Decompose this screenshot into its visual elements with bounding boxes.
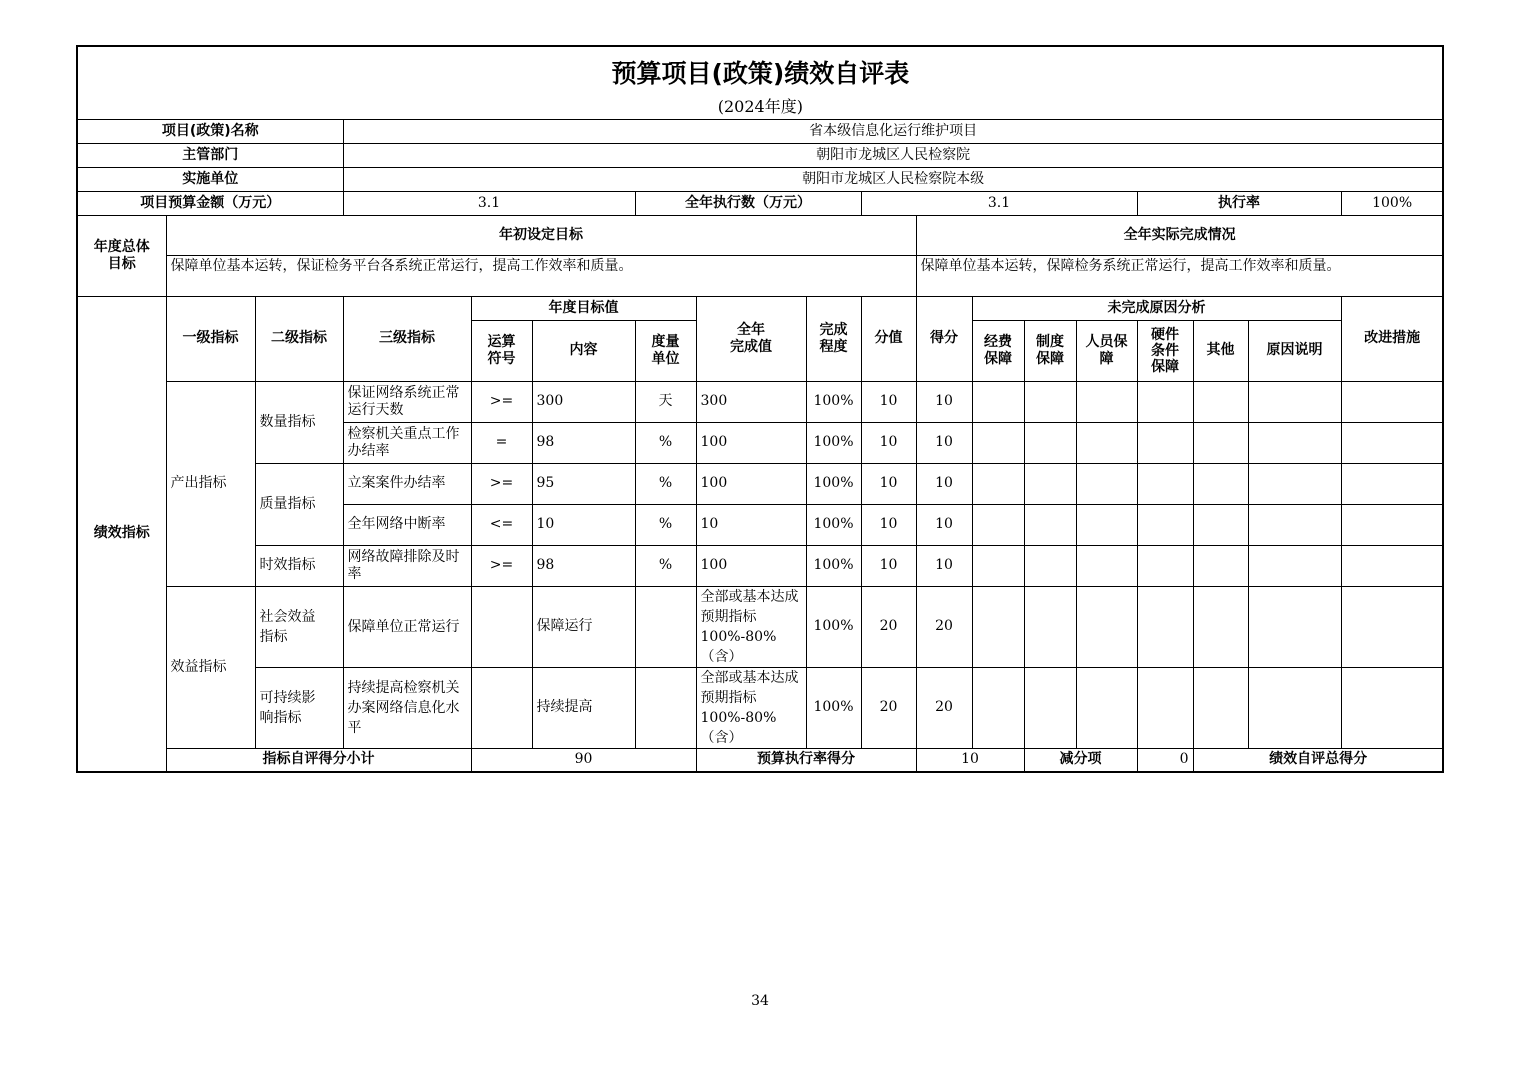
empty-cell — [1193, 504, 1248, 545]
empty-cell — [1137, 463, 1193, 504]
empty-cell — [1193, 545, 1248, 586]
empty-cell — [1076, 422, 1137, 463]
indicator-actual: 10 — [696, 504, 806, 545]
exec-score-value: 10 — [916, 748, 1024, 772]
lvl3-header: 三级指标 — [343, 296, 471, 381]
indicator-actual: 100 — [696, 422, 806, 463]
reason-explain-header: 原因说明 — [1248, 320, 1341, 381]
indicator-content: 300 — [532, 381, 635, 422]
empty-cell — [1024, 586, 1076, 667]
empty-cell — [1193, 667, 1248, 748]
indicator-unit: % — [635, 463, 696, 504]
empty-cell — [1248, 381, 1341, 422]
empty-cell — [1248, 586, 1341, 667]
department: 朝阳市龙城区人民检察院 — [343, 143, 1443, 167]
indicator-content: 98 — [532, 422, 635, 463]
exec-score-label: 预算执行率得分 — [696, 748, 916, 772]
reason-funding-header: 经费 保障 — [972, 320, 1024, 381]
implementing-unit: 朝阳市龙城区人民检察院本级 — [343, 167, 1443, 191]
indicator-actual: 300 — [696, 381, 806, 422]
empty-cell — [1193, 586, 1248, 667]
fiscal-year: (2024年度) — [77, 95, 1443, 119]
lvl2-header: 二级指标 — [255, 296, 343, 381]
indicator-score: 10 — [916, 381, 972, 422]
indicator-content: 持续提高 — [532, 667, 635, 748]
indicator-name: 保证网络系统正常运行天数 — [343, 381, 471, 422]
benefit-group: 效益指标 — [166, 586, 255, 748]
indicator-actual: 100 — [696, 545, 806, 586]
indicator-weight: 10 — [861, 422, 916, 463]
indicator-degree: 100% — [806, 586, 861, 667]
empty-cell — [972, 381, 1024, 422]
indicator-weight: 20 — [861, 667, 916, 748]
indicator-actual: 全部或基本达成预期指标100%-80%（含） — [696, 586, 806, 667]
indicator-unit — [635, 586, 696, 667]
perf-indicator-label: 绩效指标 — [77, 296, 166, 772]
indicator-operator: = — [471, 422, 532, 463]
empty-cell — [972, 504, 1024, 545]
empty-cell — [1248, 463, 1341, 504]
content-header: 内容 — [532, 320, 635, 381]
empty-cell — [1341, 422, 1443, 463]
empty-cell — [1341, 463, 1443, 504]
indicator-actual: 全部或基本达成预期指标100%-80%（含） — [696, 667, 806, 748]
empty-cell — [1076, 586, 1137, 667]
empty-cell — [1137, 545, 1193, 586]
empty-cell — [1248, 545, 1341, 586]
empty-cell — [1024, 545, 1076, 586]
quality-group: 质量指标 — [255, 463, 343, 545]
actual-completion-header: 全年实际完成情况 — [916, 215, 1443, 255]
indicator-score: 10 — [916, 545, 972, 586]
annual-goal-label: 年度总体 目标 — [77, 215, 166, 296]
reason-other-header: 其他 — [1193, 320, 1248, 381]
indicator-weight: 10 — [861, 504, 916, 545]
subtotal-label: 指标自评得分小计 — [166, 748, 471, 772]
empty-cell — [972, 422, 1024, 463]
table-row — [77, 545, 1443, 586]
empty-cell — [1076, 463, 1137, 504]
reasons-group-header: 未完成原因分析 — [972, 296, 1341, 320]
empty-cell — [1137, 422, 1193, 463]
indicator-degree: 100% — [806, 422, 861, 463]
indicator-weight: 20 — [861, 586, 916, 667]
table-row — [77, 667, 1443, 748]
empty-cell — [1137, 667, 1193, 748]
indicator-degree: 100% — [806, 504, 861, 545]
empty-cell — [1193, 463, 1248, 504]
executed-amount: 3.1 — [861, 191, 1137, 215]
empty-cell — [1341, 586, 1443, 667]
output-group: 产出指标 — [166, 381, 255, 586]
total-score-label: 绩效自评总得分 — [1193, 748, 1443, 772]
empty-cell — [1076, 381, 1137, 422]
subtotal-value: 90 — [471, 748, 696, 772]
indicator-operator — [471, 667, 532, 748]
project-name: 省本级信息化运行维护项目 — [343, 119, 1443, 143]
reason-system-header: 制度 保障 — [1024, 320, 1076, 381]
table-title: 预算项目(政策)绩效自评表 — [77, 46, 1443, 95]
unit-label: 实施单位 — [77, 167, 343, 191]
empty-cell — [1137, 504, 1193, 545]
indicator-degree: 100% — [806, 545, 861, 586]
empty-cell — [1024, 463, 1076, 504]
initial-goal-text: 保障单位基本运转，保证检务平台各系统正常运行，提高工作效率和质量。 — [166, 255, 916, 296]
initial-goal-header: 年初设定目标 — [166, 215, 916, 255]
empty-cell — [1076, 545, 1137, 586]
lvl1-header: 一级指标 — [166, 296, 255, 381]
empty-cell — [1024, 667, 1076, 748]
empty-cell — [1024, 381, 1076, 422]
reason-hardware-header: 硬件 条件 保障 — [1137, 320, 1193, 381]
degree-header: 完成 程度 — [806, 296, 861, 381]
indicator-score: 10 — [916, 422, 972, 463]
deduction-label: 减分项 — [1024, 748, 1137, 772]
budget-amount: 3.1 — [343, 191, 635, 215]
empty-cell — [1193, 381, 1248, 422]
indicator-name: 持续提高检察机关办案网络信息化水平 — [343, 667, 471, 748]
empty-cell — [1024, 504, 1076, 545]
execution-rate-label: 执行率 — [1137, 191, 1341, 215]
indicator-name: 网络故障排除及时率 — [343, 545, 471, 586]
indicator-weight: 10 — [861, 463, 916, 504]
indicator-operator — [471, 586, 532, 667]
social-benefit-group: 社会效益 指标 — [255, 586, 343, 667]
empty-cell — [1193, 422, 1248, 463]
indicator-degree: 100% — [806, 463, 861, 504]
actual-completion-text: 保障单位基本运转，保障检务系统正常运行，提高工作效率和质量。 — [916, 255, 1443, 296]
indicator-unit — [635, 667, 696, 748]
empty-cell — [1341, 381, 1443, 422]
indicator-score: 10 — [916, 463, 972, 504]
indicator-name: 保障单位正常运行 — [343, 586, 471, 667]
indicator-operator: >= — [471, 463, 532, 504]
indicator-name: 立案案件办结率 — [343, 463, 471, 504]
indicator-weight: 10 — [861, 545, 916, 586]
indicator-unit: % — [635, 422, 696, 463]
indicator-name: 全年网络中断率 — [343, 504, 471, 545]
empty-cell — [972, 667, 1024, 748]
project-name-label: 项目(政策)名称 — [77, 119, 343, 143]
indicator-weight: 10 — [861, 381, 916, 422]
indicator-unit: 天 — [635, 381, 696, 422]
performance-table — [76, 45, 1444, 773]
executed-label: 全年执行数（万元） — [635, 191, 861, 215]
table-row — [77, 586, 1443, 667]
indicator-score: 20 — [916, 667, 972, 748]
indicator-operator: >= — [471, 381, 532, 422]
target-group-header: 年度目标值 — [471, 296, 696, 320]
table-row — [77, 381, 1443, 422]
indicator-unit: % — [635, 545, 696, 586]
table-row — [77, 463, 1443, 504]
reason-staff-header: 人员保 障 — [1076, 320, 1137, 381]
department-label: 主管部门 — [77, 143, 343, 167]
empty-cell — [972, 586, 1024, 667]
indicator-operator: >= — [471, 545, 532, 586]
empty-cell — [1137, 381, 1193, 422]
indicator-content: 95 — [532, 463, 635, 504]
indicator-operator: <= — [471, 504, 532, 545]
operator-header: 运算 符号 — [471, 320, 532, 381]
deduction-value: 0 — [1137, 748, 1193, 772]
execution-rate: 100% — [1341, 191, 1443, 215]
empty-cell — [1076, 504, 1137, 545]
indicator-name: 检察机关重点工作办结率 — [343, 422, 471, 463]
indicator-degree: 100% — [806, 381, 861, 422]
indicator-degree: 100% — [806, 667, 861, 748]
page-number: 34 — [751, 993, 769, 1009]
sustainability-group: 可持续影 响指标 — [255, 667, 343, 748]
quantity-group: 数量指标 — [255, 381, 343, 463]
empty-cell — [1341, 504, 1443, 545]
empty-cell — [1341, 545, 1443, 586]
empty-cell — [1341, 667, 1443, 748]
empty-cell — [1248, 667, 1341, 748]
indicator-content: 保障运行 — [532, 586, 635, 667]
empty-cell — [1248, 504, 1341, 545]
timeliness-group: 时效指标 — [255, 545, 343, 586]
empty-cell — [1137, 586, 1193, 667]
empty-cell — [1248, 422, 1341, 463]
indicator-actual: 100 — [696, 463, 806, 504]
empty-cell — [972, 545, 1024, 586]
empty-cell — [1024, 422, 1076, 463]
empty-cell — [1076, 667, 1137, 748]
indicator-content: 98 — [532, 545, 635, 586]
actual-value-header: 全年 完成值 — [696, 296, 806, 381]
indicator-score: 10 — [916, 504, 972, 545]
budget-label: 项目预算金额（万元） — [77, 191, 343, 215]
improvement-header: 改进措施 — [1341, 296, 1443, 381]
score-header: 得分 — [916, 296, 972, 381]
empty-cell — [972, 463, 1024, 504]
indicator-content: 10 — [532, 504, 635, 545]
weight-header: 分值 — [861, 296, 916, 381]
indicator-unit: % — [635, 504, 696, 545]
indicator-score: 20 — [916, 586, 972, 667]
unit-header: 度量 单位 — [635, 320, 696, 381]
